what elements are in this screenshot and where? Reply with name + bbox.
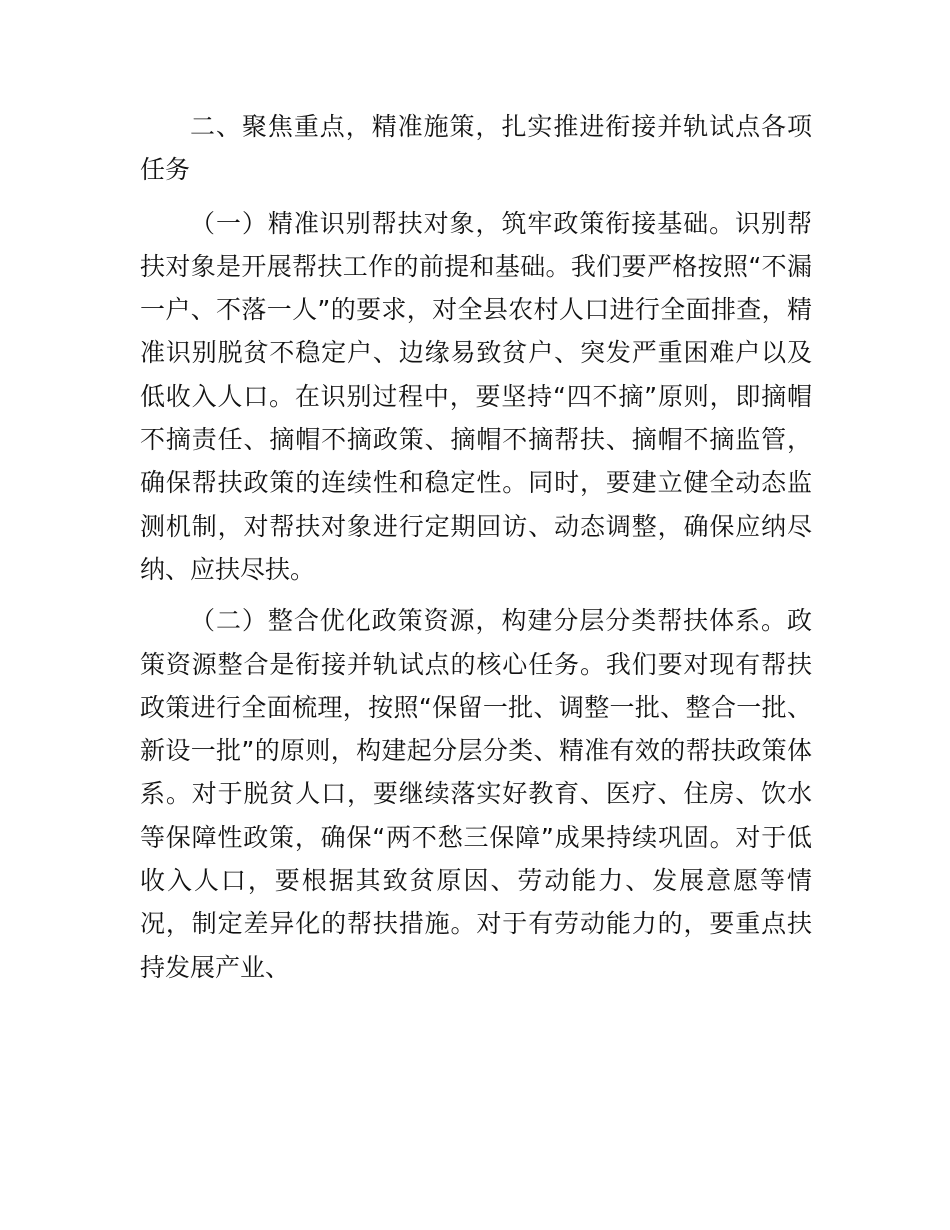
section-heading: 二、聚焦重点，精准施策，扎实推进衔接并轨试点各项任务 bbox=[140, 112, 812, 185]
document-body bbox=[140, 105, 812, 997]
paragraph-1: （一）精准识别帮扶对象，筑牢政策衔接基础。识别帮扶对象是开展帮扶工作的前提和基础。我们要严格按照“不漏一户、不落一人”的要求，对全县农村人口进行全面排查，精准识别脱贫不稳定户、边缘易致贫户、突发严重困难户以及低收入人口。在识别过程中，要坚持“四不摘”原则，即摘帽不摘责任、摘帽不摘政策、摘帽不摘帮扶、摘帽不摘监管，确保帮扶政策的连续性和稳定性。同时，要建立健全动态监测机制，对帮扶对象进行定期回访、动态调整，确保应纳尽纳、应扶尽扶。 bbox=[140, 208, 812, 584]
paragraph-2: （二）整合优化政策资源，构建分层分类帮扶体系。政策资源整合是衔接并轨试点的核心任务。我们要对现有帮扶政策进行全面梳理，按照“保留一批、调整一批、整合一批、新设一批”的原则，构建起分层分类、精准有效的帮扶政策体系。对于脱贫人口，要继续落实好教育、医疗、住房、饮水等保障性政策，确保“两不愁三保障”成果持续巩固。对于低收入人口，要根据其致贫原因、劳动能力、发展意愿等情况，制定差异化的帮扶措施。对于有劳动能力的，要重点扶持发展产业、 bbox=[140, 606, 812, 982]
